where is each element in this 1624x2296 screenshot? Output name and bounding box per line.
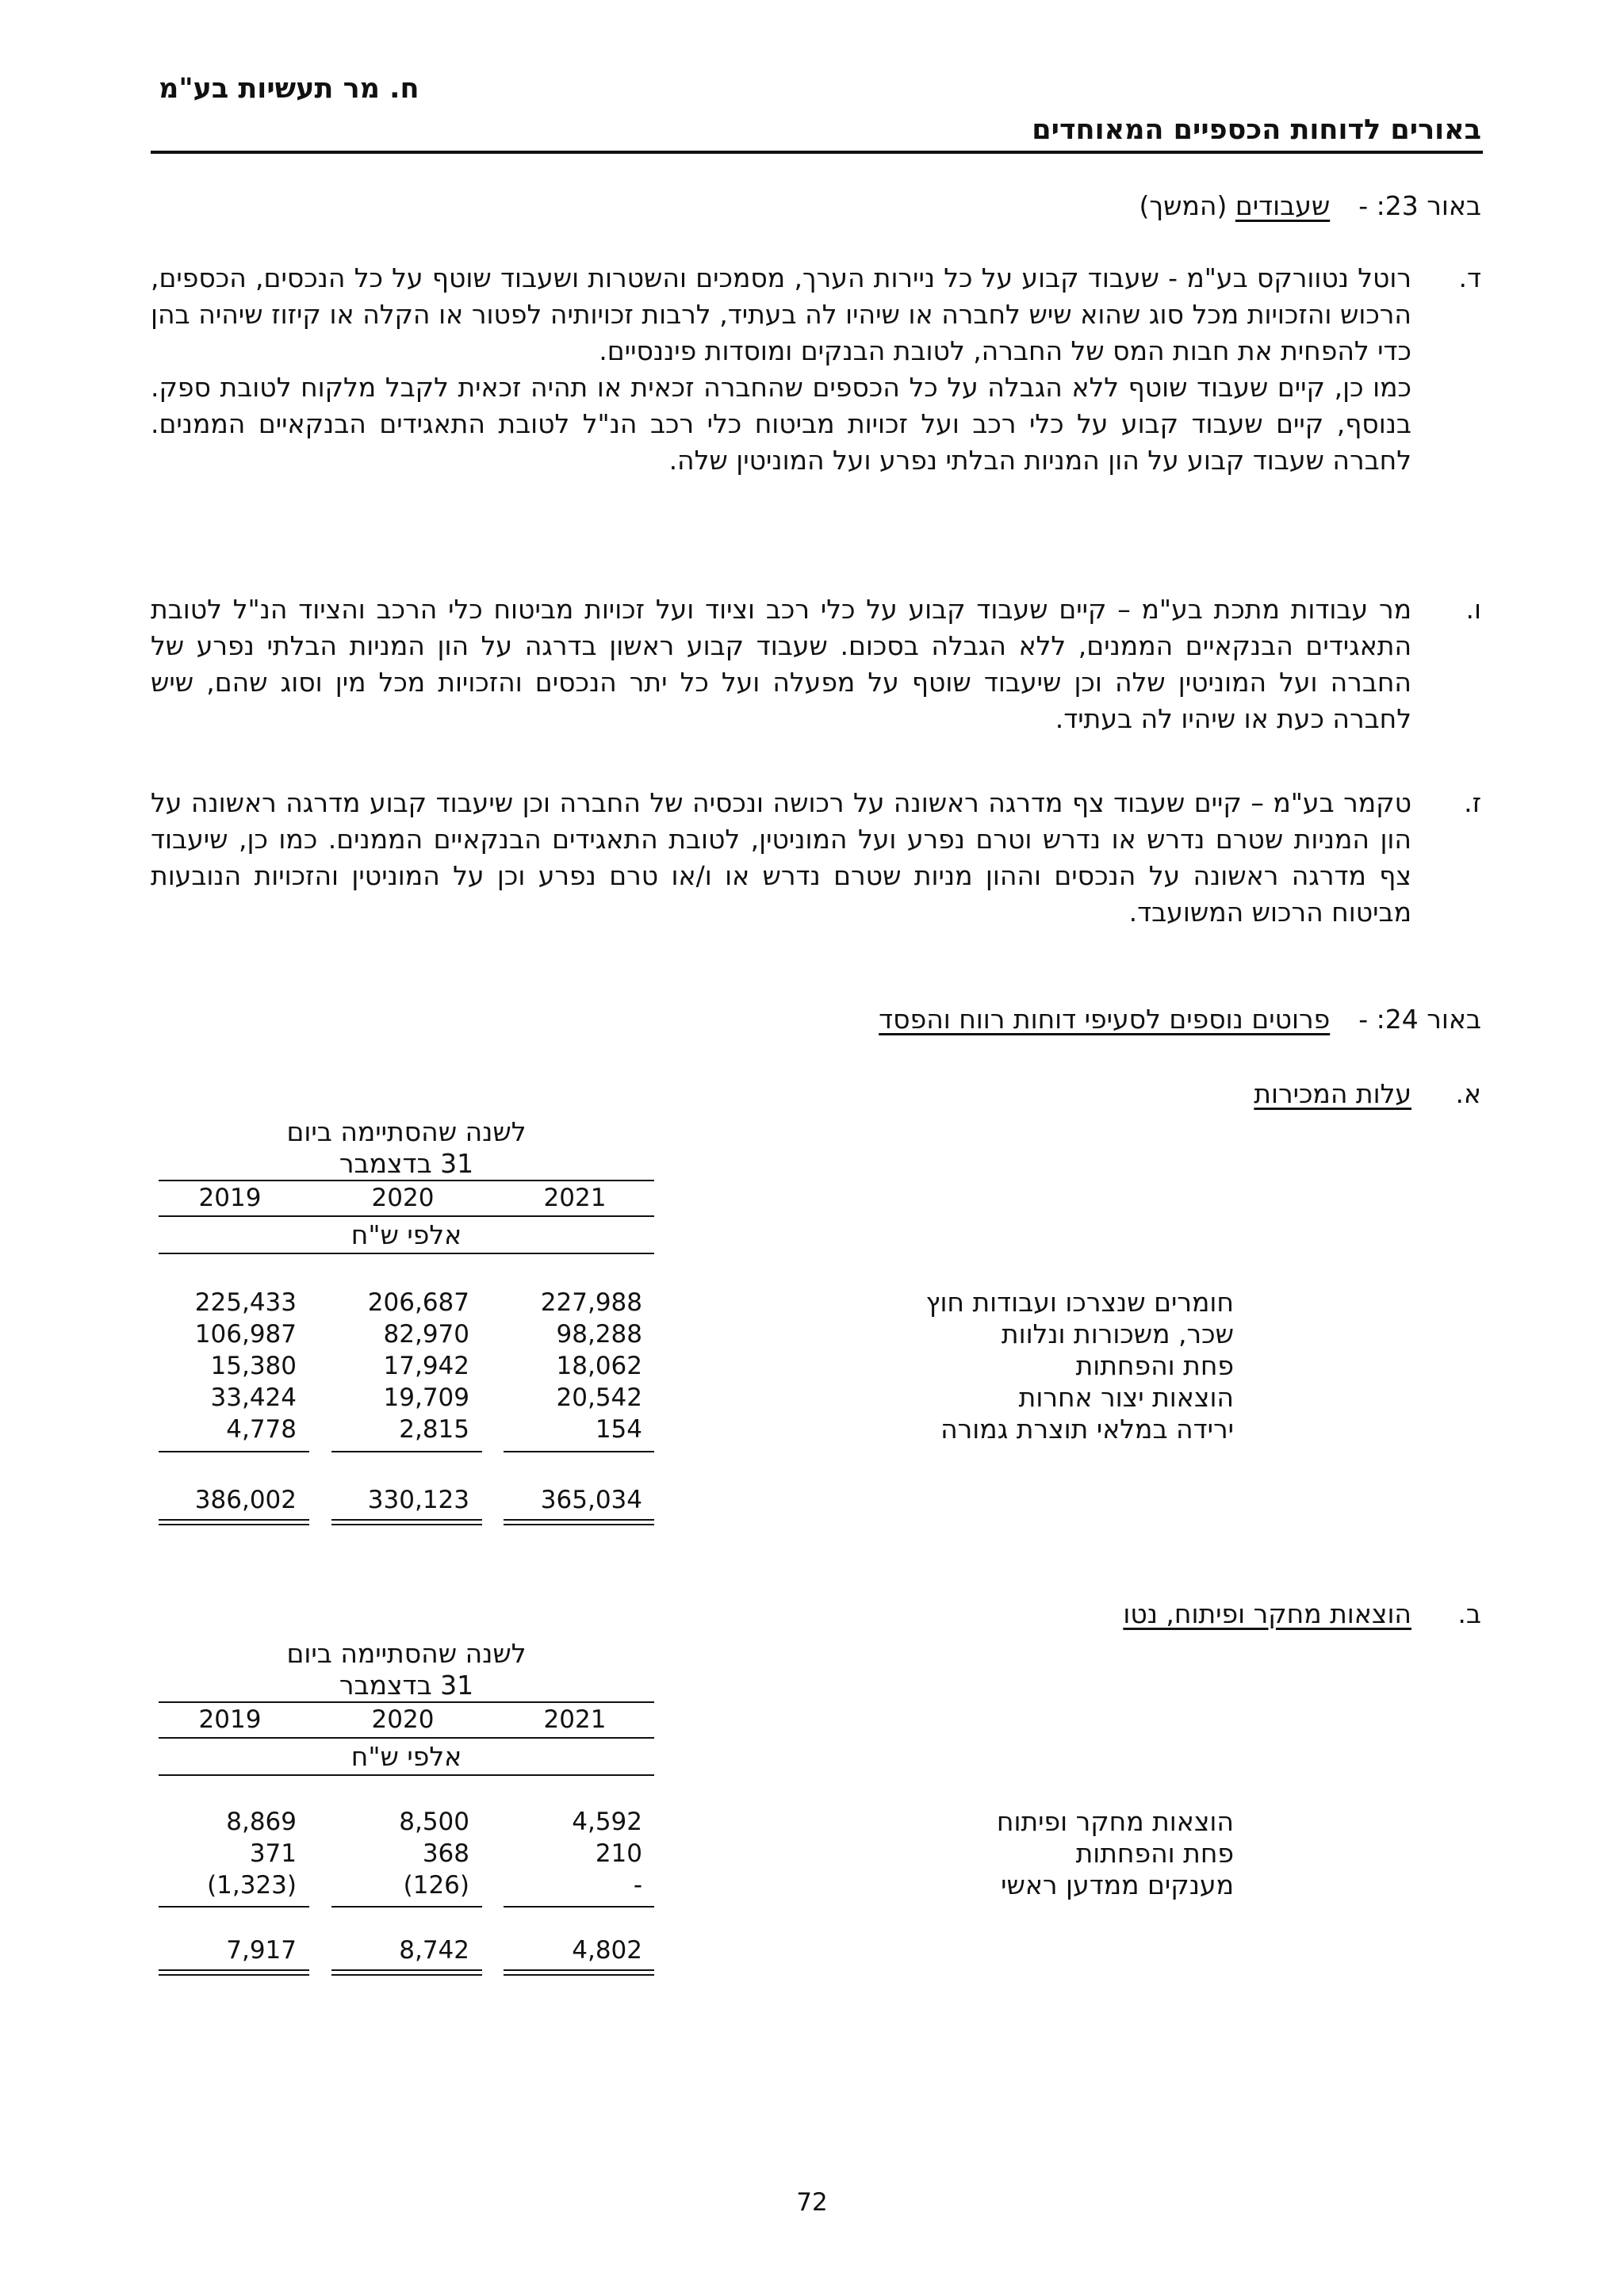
item-letter: ד.: [1458, 262, 1481, 293]
note-23-item-z: [151, 785, 1481, 931]
table-b-unit: אלפי ש"ח: [350, 1741, 462, 1772]
subtotal-rule-2021: [504, 1451, 654, 1452]
company-name: ח. מר תעשיות בע"מ: [159, 73, 419, 105]
item-paragraph: מר עבודות מתכת בע"מ – קיים שעבוד קבוע על כלי רכב וציוד ועל זכויות מביטוח כלי הרכב והציוד הנ"ל לטובת התאגידים הבנקאיים הממנים, ללא הגבלה בסכום. שעבוד קבוע ראשון בדרגה על הון המניות הבלתי נפרע של החברה ועל המוניטין שלה וכן שיעבוד שוטף על מפעלה ועל כל יתר הנכסים והזכויות מכל מין וסוג שהם, שיש לחברה כעת או שיהיו לה בעתיד.: [151, 594, 1411, 734]
note-23-title: שעבודים: [1235, 190, 1331, 221]
table-a-years-rule: [159, 1215, 654, 1217]
table-b-unit-rule: [159, 1774, 654, 1776]
total-double-rule-2019: [159, 1969, 309, 1976]
note-23-number: באור 23: -: [1358, 190, 1481, 221]
subtotal-rule-2020: [331, 1451, 482, 1452]
cell-2021: 4,592: [572, 1808, 642, 1836]
cell-2020: 19,709: [383, 1383, 469, 1412]
year-2019: 2019: [198, 1184, 262, 1212]
cell-2021: 98,288: [556, 1320, 642, 1349]
table-b-header-rule: [159, 1701, 654, 1703]
table-b-heading: [1123, 1598, 1481, 1629]
cell-2020: 82,970: [383, 1320, 469, 1349]
cell-2019: 371: [249, 1839, 297, 1868]
period-line-1: לשנה שהסתיימה ביום: [286, 1638, 527, 1669]
note-24-title: פרוטים נוספים לסעיפי דוחות רווח והפסד: [879, 1004, 1331, 1035]
note-24-heading: [879, 1004, 1481, 1035]
total-2021: 365,034: [540, 1486, 642, 1514]
cell-2019: 225,433: [194, 1288, 297, 1317]
subtotal-rule-2020: [331, 1906, 482, 1908]
table-a-header-rule: [159, 1180, 654, 1181]
total-double-rule-2020: [331, 1969, 482, 1976]
cell-2020: 2,815: [399, 1415, 469, 1444]
cell-2020: 368: [422, 1839, 469, 1868]
cell-2020: 206,687: [367, 1288, 469, 1317]
total-2020: 8,742: [399, 1936, 469, 1965]
year-2021: 2021: [543, 1184, 607, 1212]
cell-2019: 15,380: [210, 1352, 297, 1380]
cell-2019: 4,778: [226, 1415, 297, 1444]
document-title: באורים לדוחות הכספיים המאוחדים: [1032, 114, 1481, 146]
year-2020: 2020: [371, 1184, 435, 1212]
page-number: 72: [796, 2188, 828, 2217]
cell-2019: 33,424: [210, 1383, 297, 1412]
note-23-suffix: (המשך): [1139, 190, 1228, 221]
total-2019: 7,917: [226, 1936, 297, 1965]
cell-2021: 154: [595, 1415, 642, 1444]
item-paragraph: כמו כן, קיים שעבוד שוטף ללא הגבלה על כל הכספים שהחברה זכאית או תהיה זכאית לקבל מלקוח לטובת ספק. בנוסף, קיים שעבוד קבוע על כלי רכב ועל זכויות מביטוח כלי רכב הנ"ל לטובת התאגידים הבנקאיים הממנים. לחברה שעבוד קבוע על הון המניות הבלתי נפרע ועל המוניטין שלה.: [151, 372, 1411, 476]
table-b-letter: ב.: [1457, 1598, 1481, 1629]
cell-2020: 17,942: [383, 1352, 469, 1380]
period-line-2: 31 בדצמבר: [339, 1148, 474, 1179]
subtotal-rule-2019: [159, 1451, 309, 1452]
table-a-unit: אלפי ש"ח: [350, 1219, 462, 1250]
total-double-rule-2021: [504, 1519, 654, 1525]
table-a-letter: א.: [1455, 1078, 1481, 1109]
total-2020: 330,123: [367, 1486, 469, 1514]
table-a-title: עלות המכירות: [1254, 1078, 1411, 1109]
row-label: פחת והפחתות: [1075, 1838, 1234, 1869]
note-23-item-v: [151, 591, 1481, 737]
row-label: חומרים שנצרכו ועבודות חוץ: [925, 1287, 1234, 1318]
row-label: שכר, משכורות ונלוות: [1001, 1318, 1234, 1349]
total-double-rule-2019: [159, 1519, 309, 1525]
cell-2021: 227,988: [540, 1288, 642, 1317]
item-paragraph: טקמר בע"מ – קיים שעבוד צף מדרגה ראשונה על רכושה ונכסיה של החברה וכן שיעבוד קבוע מדרגה ראשונה על הון המניות שטרם נדרש או נדרש וטרם נפרע ועל המוניטין, לטובת התאגידים הבנקאיים הממנים. כמו כן, שיעבוד צף מדרגה ראשונה על הנכסים וההון מניות שטרם נדרש או ו/או טרם נפרע וכן על המוניטין והזכויות הנובעות מביטוח הרכוש המשועבד.: [151, 787, 1411, 928]
year-2019: 2019: [198, 1705, 262, 1734]
cell-2021: 18,062: [556, 1352, 642, 1380]
cell-2021: 20,542: [556, 1383, 642, 1412]
cell-2019: (1,323): [207, 1871, 297, 1900]
row-label: פחת והפחתות: [1075, 1350, 1234, 1381]
note-24-number: באור 24: -: [1358, 1004, 1481, 1035]
cell-2021: 210: [595, 1839, 642, 1868]
cell-2021: -: [633, 1871, 642, 1900]
note-23-item-d: [151, 260, 1481, 479]
row-label: ירידה במלאי תוצרת גמורה: [940, 1414, 1234, 1445]
year-2020: 2020: [371, 1705, 435, 1734]
row-label: הוצאות מחקר ופיתוח: [996, 1806, 1234, 1837]
row-label: מענקים ממדען ראשי: [1001, 1869, 1234, 1900]
table-b-years-rule: [159, 1737, 654, 1739]
header-rule: [151, 151, 1483, 154]
item-letter: ז.: [1464, 787, 1481, 818]
table-a-unit-rule: [159, 1253, 654, 1254]
item-paragraph: רוטל נטוורקס בע"מ - שעבוד קבוע על כל ניירות הערך, מסמכים והשטרות ושעבוד שוטף על כל הנכסים, הכספים, הרכוש והזכויות מכל סוג שהוא שיש לחברה או שיהיו לה בעתיד, לרבות זכויותיה לפטור או הקלה או קיזוז שיהיה בהן כדי להפחית את חבות המס של החברה, לטובת הבנקים ומוסדות פיננסיים.: [151, 262, 1411, 366]
cell-2020: (126): [403, 1871, 469, 1900]
row-label: הוצאות יצור אחרות: [1018, 1382, 1234, 1413]
subtotal-rule-2021: [504, 1906, 654, 1908]
cell-2019: 8,869: [226, 1808, 297, 1836]
table-b-period-header: [159, 1638, 654, 1701]
year-2021: 2021: [543, 1705, 607, 1734]
item-letter: ו.: [1465, 594, 1481, 625]
cell-2020: 8,500: [399, 1808, 469, 1836]
cell-2019: 106,987: [194, 1320, 297, 1349]
total-2019: 386,002: [194, 1486, 297, 1514]
table-b-title: הוצאות מחקר ופיתוח, נטו: [1123, 1598, 1411, 1629]
period-line-2: 31 בדצמבר: [339, 1670, 474, 1701]
subtotal-rule-2019: [159, 1906, 309, 1908]
total-double-rule-2020: [331, 1519, 482, 1525]
note-23-heading: [1139, 190, 1482, 221]
total-2021: 4,802: [572, 1936, 642, 1965]
table-a-period-header: [159, 1116, 654, 1180]
period-line-1: לשנה שהסתיימה ביום: [286, 1116, 527, 1147]
total-double-rule-2021: [504, 1969, 654, 1976]
table-a-heading: [1254, 1078, 1481, 1109]
